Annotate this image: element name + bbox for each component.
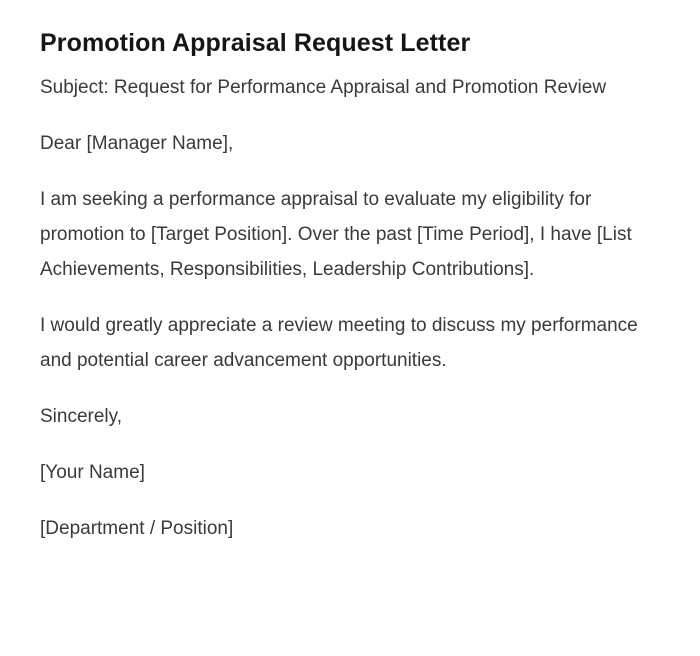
letter-title: Promotion Appraisal Request Letter — [40, 29, 471, 57]
letter-subject-line: Subject: Request for Performance Appraisal and Promotion Review — [40, 77, 607, 98]
letter-body-paragraph-1: I am seeking a performance appraisal to evaluate my eligibility for promotion to [Target Position]. Over the past [Time Period], I have [List Achievements, Responsibilities, Leadership Contributions]. — [40, 189, 632, 280]
letter-body-paragraph-2: I would greatly appreciate a review meeting to discuss my performance and potential career advancement opportunities. — [40, 315, 638, 371]
letter-salutation: Dear [Manager Name], — [40, 133, 234, 154]
letter-closing: Sincerely, — [40, 406, 123, 427]
letter-signature-name: [Your Name] — [40, 462, 145, 483]
letter-signature-role: [Department / Position] — [40, 518, 234, 539]
